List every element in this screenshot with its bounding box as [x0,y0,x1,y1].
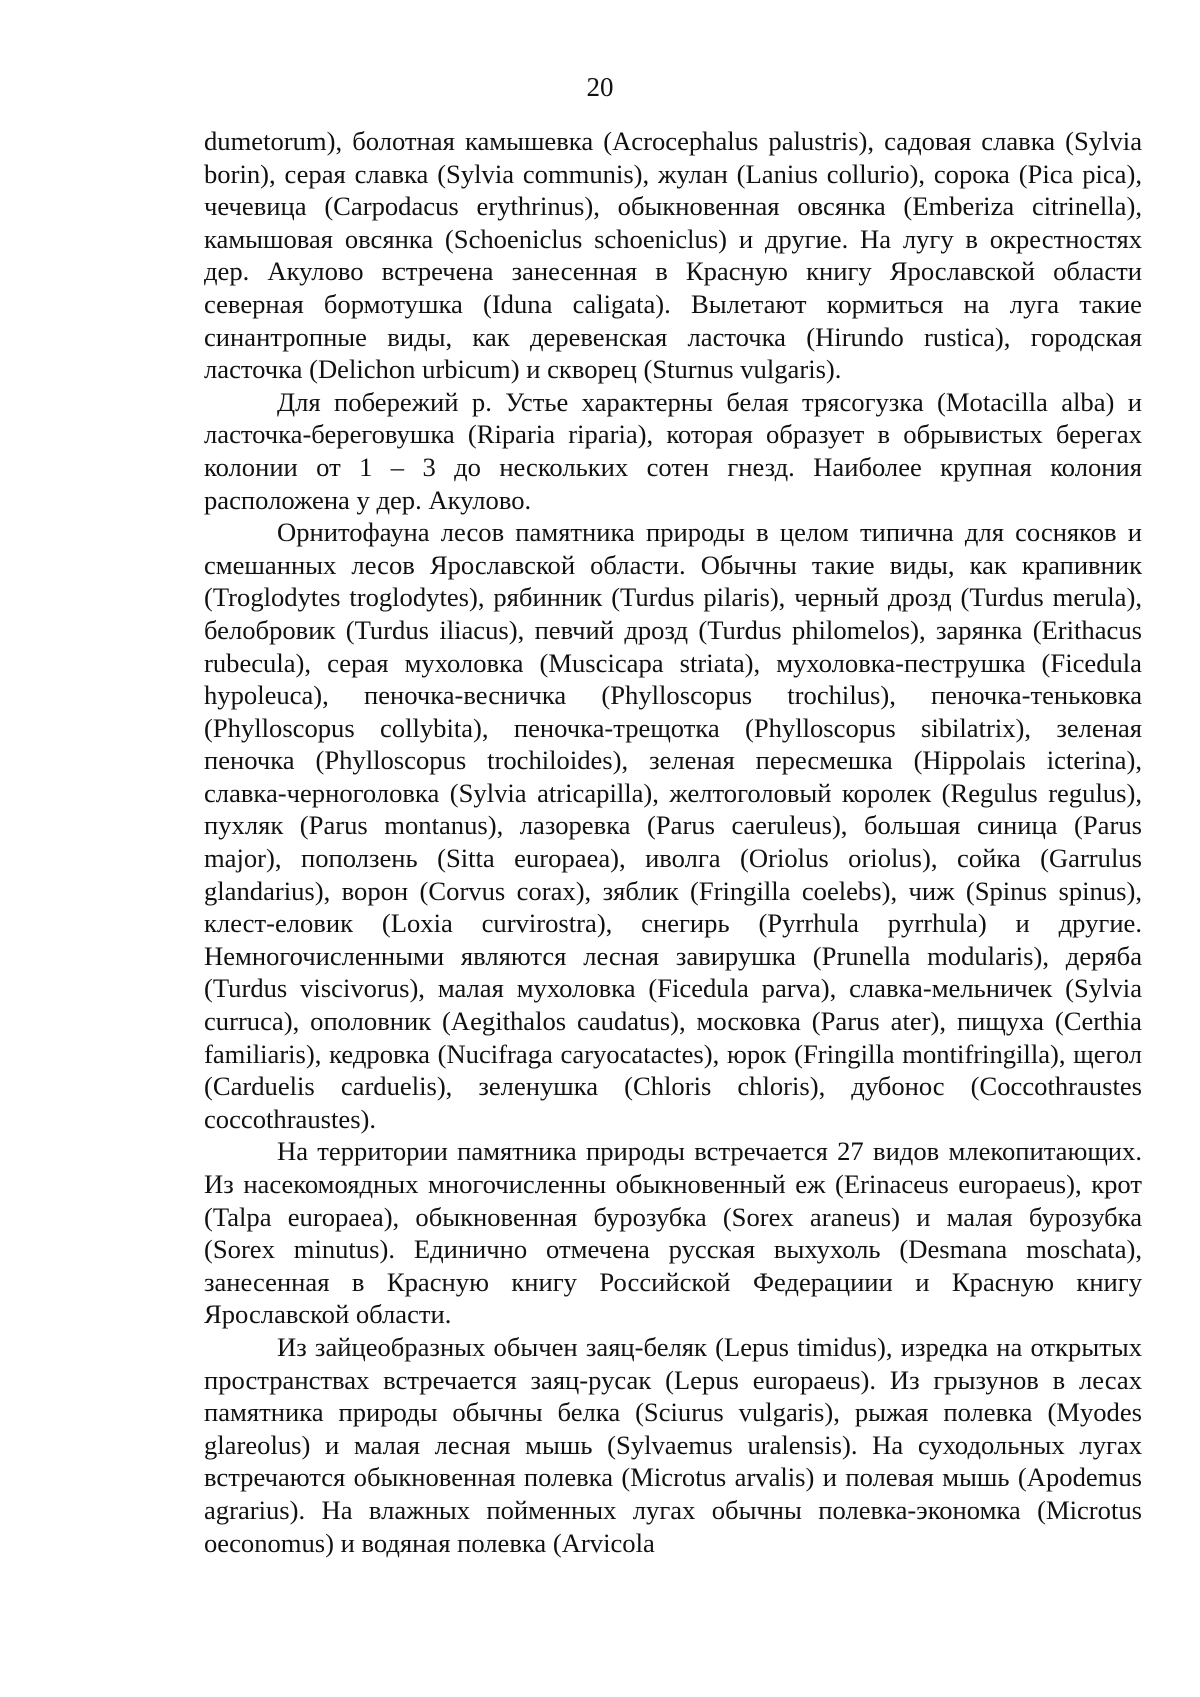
document-body [204,125,1142,1559]
paragraph-mammals: На территории памятника природы встречается 27 видов млекопитающих. Из насекомоядных многочисленны обыкновенный еж (Erinaceus europaeus), крот (Talpa europaea), обыкновенная бурозубка (Sorex araneus) и малая бурозубка (Sorex minutus). Единично отмечена русская выхухоль (Desmana moschata), занесенная в Красную книгу Российской Федерациии и Красную книгу Ярославской области. [204,1136,1142,1330]
paragraph-continuation: dumetorum), болотная камышевка (Acrocephalus palustris), садовая славка (Sylvia borin), серая славка (Sylvia communis), жулан (Lanius collurio), сорока (Pica pica), чечевица (Carpodacus erythrinus), обыкновенная овсянка (Emberiza citrinella), камышовая овсянка (Schoeniclus schoeniclus) и другие. На лугу в окрестностях дер. Акулово встречена занесенная в Красную книгу Ярославской области северная бормотушка (Iduna caligata). Вылетают кормиться на луга такие синантропные виды, как деревенская ласточка (Hirundo rustica), городская ласточка (Delichon urbicum) и скворец (Sturnus vulgaris). [204,126,1142,385]
paragraph-rodents-lagomorphs: Из зайцеобразных обычен заяц-беляк (Lepus timidus), изредка на открытых пространствах встречается заяц-русак (Lepus europaeus). Из грызунов в лесах памятника природы обычны белка (Sciurus vulgaris), рыжая полевка (Myodes glareolus) и малая лесная мышь (Sylvaemus uralensis). На суходольных лугах встречаются обыкновенная полевка (Microtus arvalis) и полевая мышь (Apodemus agrarius). На влажных пойменных лугах обычны полевка-экономка (Microtus oeconomus) и водяная полевка (Arvicola [204,1331,1142,1558]
page-number: 20 [586,72,614,102]
paragraph-forest-birds: Орнитофауна лесов памятника природы в целом типична для сосняков и смешанных лесов Ярославской области. Обычны такие виды, как крапивник (Troglodytes troglodytes), рябинник (Turdus pilaris), черный дрозд (Turdus merula), белобровик (Turdus iliacus), певчий дрозд (Turdus philomelos), зарянка (Erithacus rubecula), серая мухоловка (Muscicapa striata), мухоловка-пеструшка (Ficedula hypoleuca), пеночка-весничка (Phylloscopus trochilus), пеночка-теньковка (Phylloscopus collybita), пеночка-трещотка (Phylloscopus sibilatrix), зеленая пеночка (Phylloscopus trochiloides), зеленая пересмешка (Hippolais icterina), славка-черноголовка (Sylvia atricapilla), желтоголовый королек (Regulus regulus), пухляк (Parus montanus), лазоревка (Parus caeruleus), большая синица (Parus major), поползень (Sitta europaea), иволга (Oriolus oriolus), сойка (Garrulus glandarius), ворон (Corvus corax), зяблик (Fringilla coelebs), чиж (Spinus spinus), клест-еловик (Loxia curvirostra), снегирь (Pyrrhula pyrrhula) и другие. Немногочисленными являются лесная завирушка (Prunella modularis), деряба (Turdus viscivorus), малая мухоловка (Ficedula parva), славка-мельничек (Sylvia curruca), ополовник (Aegithalos caudatus), московка (Parus ater), пищуха (Certhia familiaris), кедровка (Nucifraga caryocatactes), юрок (Fringilla montifringilla), щегол (Carduelis carduelis), зеленушка (Chloris chloris), дубонос (Coccothraustes coccothraustes). [204,517,1142,1134]
paragraph-ustye-shore-birds: Для побережий р. Устье характерны белая трясогузка (Motacilla alba) и ласточка-береговушка (Riparia riparia), которая образует в обрывистых берегах колонии от 1 – 3 до нескольких сотен гнезд. Наиболее крупная колония расположена у дер. Акулово. [204,386,1142,515]
